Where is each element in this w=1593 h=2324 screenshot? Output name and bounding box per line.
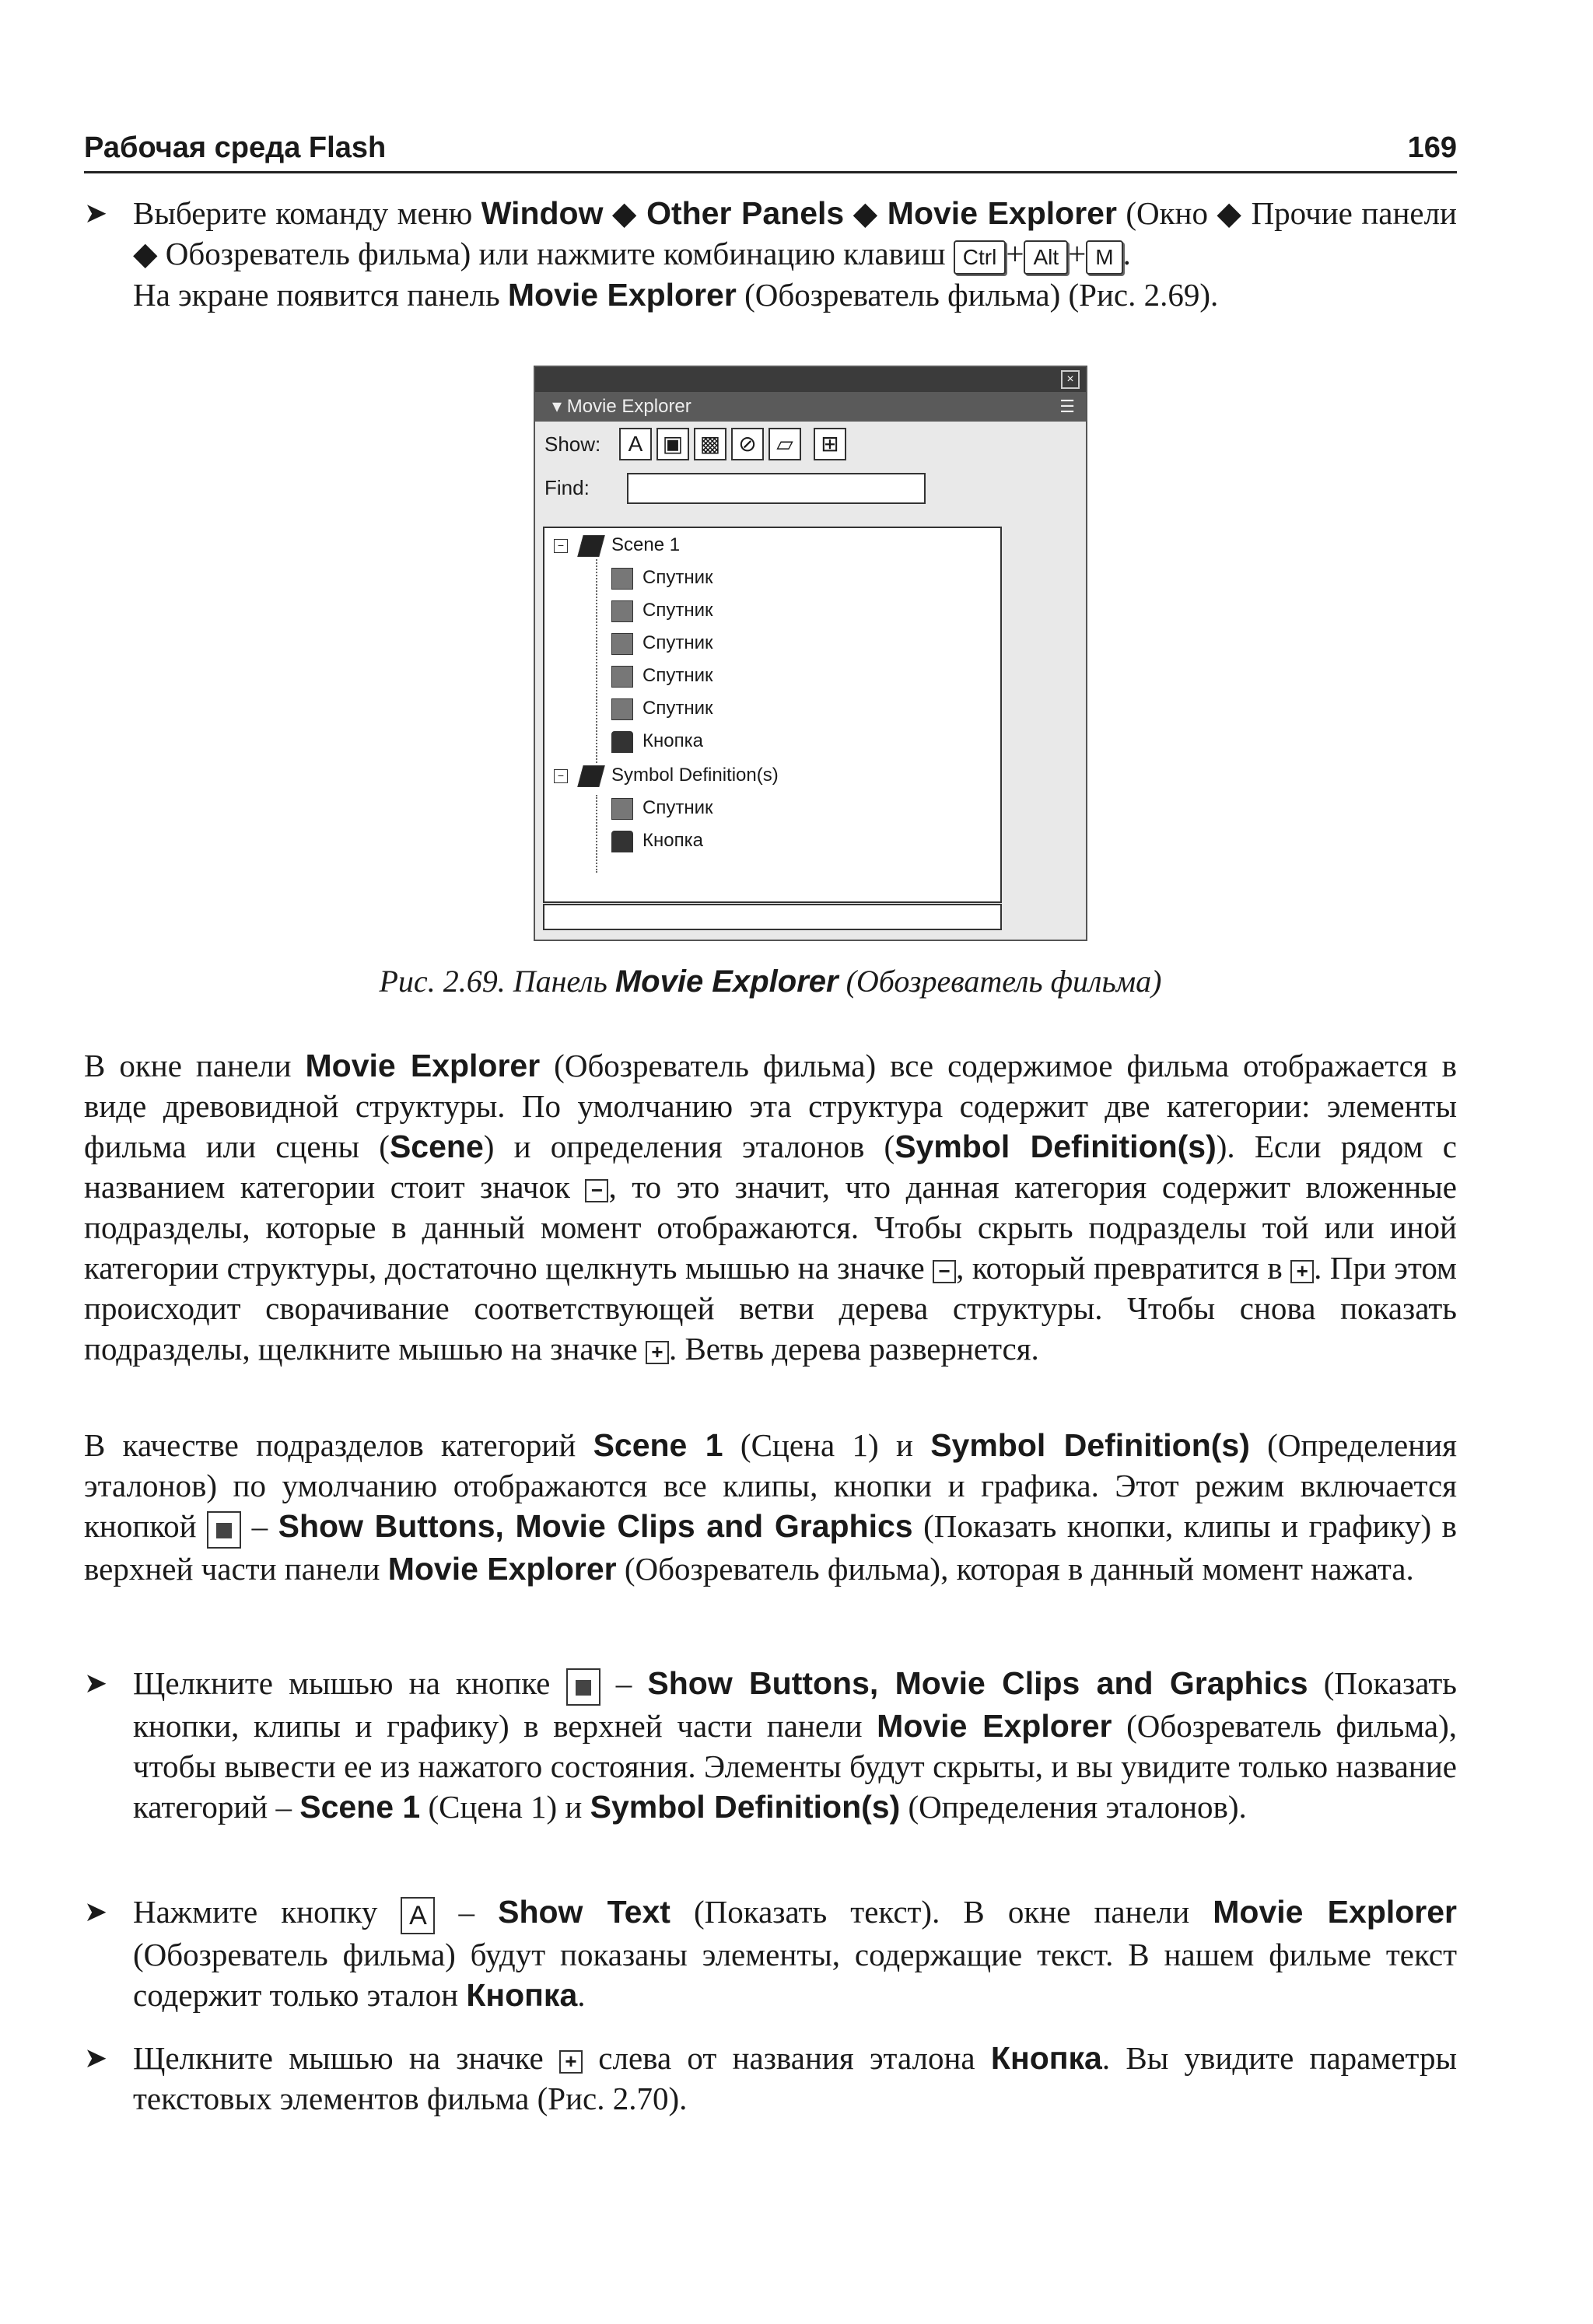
menu-window: Window <box>481 195 604 231</box>
show-actionscripts-button[interactable]: ▩ <box>694 428 726 460</box>
sep: ◆ <box>844 195 888 231</box>
customize-items-button[interactable]: ⊞ <box>814 428 846 460</box>
text: (Показать кнопки, клипы и графику) в верхней части панели <box>133 1665 1457 1744</box>
show-video-sounds-bitmaps-button[interactable]: ⊘ <box>731 428 764 460</box>
bullet-arrow: ➤ <box>84 2042 108 2074</box>
figure-caption <box>84 963 1457 999</box>
term: Movie Explorer <box>305 1048 541 1083</box>
tree-node-item[interactable] <box>611 693 712 724</box>
close-icon[interactable]: × <box>1061 370 1080 389</box>
tree-node-item[interactable] <box>611 595 712 626</box>
term: Symbol Definition(s) <box>590 1788 901 1825</box>
show-buttons-clips-graphics-button[interactable]: ▣ <box>656 428 689 460</box>
movie-clip-icon <box>611 798 633 820</box>
term: Movie Explorer <box>877 1707 1112 1744</box>
node-label: Symbol Definition(s) <box>611 765 779 786</box>
node-label: Scene 1 <box>611 534 681 555</box>
text: слева от названия эталона <box>583 2040 991 2076</box>
text: – <box>435 1894 499 1930</box>
node-label: Спутник <box>642 567 713 588</box>
text: (Сцена 1) и <box>420 1788 590 1825</box>
bullet-arrow: ➤ <box>84 1896 108 1927</box>
node-label: Кнопка <box>642 730 703 751</box>
term: Symbol Definition(s) <box>895 1129 1217 1164</box>
text: – <box>241 1508 278 1544</box>
panel-name: Movie Explorer <box>507 276 737 313</box>
text: , который превратится в <box>956 1250 1291 1286</box>
text: (Определения эталонов). <box>900 1788 1247 1825</box>
find-row <box>535 465 1086 509</box>
tree-node-item[interactable] <box>611 628 712 659</box>
term: Show Buttons, Movie Clips and Graphics <box>647 1665 1308 1701</box>
menu-other-panels: Other Panels <box>646 195 845 231</box>
collapse-icon[interactable]: − <box>554 539 568 553</box>
text: . При этом происходит сворачивание соответствующей ветви дерева структуры. Чтобы снова показать подразделы, щелкните мышью на значке <box>84 1250 1458 1367</box>
text: (Обозреватель фильма) все содержимое фильма отображается в виде древовидной структуры. По умолчанию эта структура содержит две категории: элементы фильма или сцены ( <box>84 1048 1457 1164</box>
text: В качестве подразделов категорий <box>84 1427 593 1463</box>
node-label: Спутник <box>642 797 713 818</box>
paragraph-default-mode <box>84 1425 1457 1589</box>
caption-panel-name: Movie Explorer <box>614 964 839 999</box>
show-label: Show: <box>544 432 601 456</box>
bullet-show-text <box>84 1892 1457 2015</box>
node-label: Спутник <box>642 600 713 621</box>
key-alt: Alt <box>1024 240 1068 275</box>
text: ). Если рядом с названием категории стоит значок <box>84 1129 1457 1205</box>
text: (Окно ◆ Прочие панели ◆ Обозреватель фильма) или нажмите комбинацию клавиш <box>133 195 1457 271</box>
text: Щелкните мышью на кнопке <box>133 1665 566 1701</box>
text: (Обозреватель фильма), которая в данный момент нажата. <box>616 1550 1414 1587</box>
tree-connector <box>596 559 597 763</box>
movie-clip-icon <box>611 633 633 655</box>
text: (Обозреватель фильма) будут показаны элементы, содержащие текст. В нашем фильме текст содержит только эталон <box>133 1936 1457 2013</box>
text: Щелкните мышью на значке <box>133 2040 559 2076</box>
scene-icon <box>577 535 605 557</box>
text: На экране появится панель <box>133 276 508 313</box>
term: Scene <box>389 1129 484 1164</box>
show-buttons-clips-graphics-icon <box>566 1668 600 1706</box>
panel-title: ▾ Movie Explorer <box>552 396 691 417</box>
plus: + <box>1006 236 1024 271</box>
node-label: Кнопка <box>642 830 703 851</box>
panel-frame-bar <box>535 367 1086 392</box>
collapse-icon: − <box>933 1260 956 1283</box>
bullet-arrow: ➤ <box>84 198 108 229</box>
button-symbol-icon <box>611 831 633 852</box>
movie-clip-icon <box>611 568 633 590</box>
key-m: M <box>1086 240 1122 275</box>
term: Scene 1 <box>299 1788 421 1825</box>
caption-text: Рис. 2.69. Панель <box>379 964 615 999</box>
text: В окне панели <box>84 1048 306 1083</box>
text: Нажмите кнопку <box>133 1894 401 1930</box>
bullet-click-show-buttons <box>84 1663 1457 1827</box>
tree-node-item[interactable] <box>611 726 703 757</box>
bullet-open-explorer <box>84 193 1457 315</box>
term: Symbol Definition(s) <box>930 1427 1250 1463</box>
running-header <box>84 128 1457 173</box>
term: Кнопка <box>466 1976 578 2013</box>
dot: . <box>1122 236 1131 271</box>
text: Выберите команду меню <box>133 195 481 231</box>
find-input[interactable] <box>627 473 926 504</box>
node-label: Спутник <box>642 632 713 653</box>
panel-status-bar <box>543 904 1002 930</box>
show-text-icon: A <box>401 1897 435 1934</box>
text: . Вы увидите параметры текстовых элементов фильма (Рис. 2.70). <box>133 2040 1457 2116</box>
text: (Обозреватель фильма), чтобы вывести ее из нажатого состояния. Элементы будут скрыты, и вы увидите только название категорий – <box>133 1707 1457 1825</box>
menu-movie-explorer: Movie Explorer <box>887 195 1117 231</box>
sep: ◆ <box>603 195 647 231</box>
bullet-arrow: ➤ <box>84 1668 108 1699</box>
show-buttons-clips-graphics-icon <box>207 1511 241 1549</box>
text: (Обозреватель фильма) (Рис. 2.69). <box>736 276 1219 313</box>
show-row <box>535 422 1086 465</box>
text: (Сцена 1) и <box>723 1427 931 1463</box>
text: (Показать кнопки, клипы и графику) в верхней части панели <box>84 1508 1457 1587</box>
show-frames-layers-button[interactable]: ▱ <box>768 428 801 460</box>
symbol-definitions-icon <box>577 765 605 787</box>
node-label: Спутник <box>642 698 713 719</box>
movie-explorer-panel <box>534 366 1087 941</box>
tree-node-symbols[interactable] <box>554 760 779 791</box>
text: , то это значит, что данная категория содержит вложенные подразделы, которые в данный момент отображаются. Чтобы скрыть подразделы той или иной категории структуры, достаточно щелкнуть мышью на значке <box>84 1169 1457 1286</box>
bullet-expand-button <box>84 2038 1457 2119</box>
expand-icon: + <box>1290 1260 1314 1283</box>
show-text-button[interactable]: A <box>619 428 652 460</box>
plus: + <box>1068 236 1087 271</box>
movie-clip-icon <box>611 600 633 622</box>
tree-node-item[interactable] <box>611 562 712 593</box>
expand-icon: + <box>559 2050 583 2074</box>
tree-node-item[interactable] <box>611 660 712 691</box>
term: Show Text <box>498 1894 670 1930</box>
text: . Ветвь дерева развернется. <box>668 1331 1039 1367</box>
term: Show Buttons, Movie Clips and Graphics <box>278 1508 913 1544</box>
movie-clip-icon <box>611 666 633 688</box>
text: (Показать текст). В окне панели <box>670 1894 1213 1930</box>
options-menu-icon[interactable]: ☰ <box>1059 397 1075 416</box>
tree-node-item[interactable] <box>611 793 712 824</box>
caption-text: (Обозреватель фильма) <box>838 964 1162 999</box>
paragraph-tree-structure <box>84 1045 1457 1369</box>
tree-node-item[interactable] <box>611 825 703 856</box>
key-ctrl: Ctrl <box>954 240 1007 275</box>
collapse-icon: − <box>585 1179 608 1202</box>
header-title: Рабочая среда Flash <box>84 131 387 164</box>
term: Scene 1 <box>593 1427 723 1463</box>
collapse-icon[interactable]: − <box>554 769 568 783</box>
expand-icon: + <box>646 1341 669 1364</box>
term: Movie Explorer <box>387 1550 617 1587</box>
text: (Определения эталонов) по умолчанию отображаются все клипы, кнопки и графика. Этот режим включается кнопкой <box>84 1427 1457 1544</box>
tree-node-scene[interactable] <box>554 530 680 561</box>
explorer-tree <box>543 527 1002 903</box>
term: Кнопка <box>990 2040 1102 2076</box>
find-label: Find: <box>544 476 590 499</box>
text: – <box>600 1665 648 1701</box>
button-symbol-icon <box>611 731 633 753</box>
term: Movie Explorer <box>1213 1894 1458 1930</box>
movie-clip-icon <box>611 698 633 720</box>
text: . <box>577 1976 586 2013</box>
tree-connector <box>596 795 597 873</box>
page-number: 169 <box>1407 131 1457 164</box>
panel-title-bar[interactable] <box>535 392 1086 422</box>
node-label: Спутник <box>642 665 713 686</box>
text: ) и определения эталонов ( <box>483 1129 895 1164</box>
